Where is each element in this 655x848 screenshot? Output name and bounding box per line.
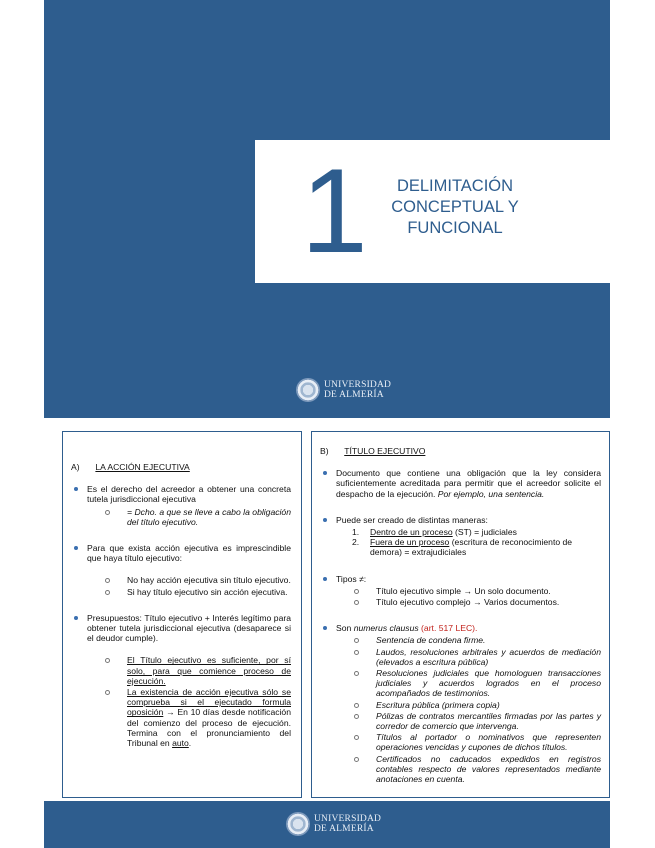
numbered-item	[336, 527, 601, 537]
section-a-letter: A)	[71, 462, 80, 472]
sub-item-underlined: La existencia de acción ejecutiva sólo se comprueba si el ejecutado formula oposición	[127, 687, 291, 718]
list-item	[320, 574, 601, 608]
section-a-list	[71, 484, 291, 748]
bullet-text: Tipos ≠:	[336, 573, 367, 584]
chapter-title-line-2: CONCEPTUAL Y	[391, 198, 519, 216]
title-card	[255, 140, 610, 283]
university-seal-icon	[296, 378, 320, 402]
section-a-heading	[71, 462, 291, 472]
sub-item: No hay acción ejecutiva sin título ejecutivo.	[97, 575, 291, 585]
sub-item: Escritura pública (primera copia)	[346, 700, 601, 710]
sub-item: Títulos al portador o nominativos que representen operaciones vencidas y cupones de dichos títulos.	[346, 732, 601, 752]
logo-line-2: DE ALMERÍA	[324, 390, 384, 400]
logo-line-1: UNIVERSIDAD	[314, 814, 382, 824]
sub-item: Título ejecutivo complejo → Varios documentos.	[346, 597, 601, 607]
sub-item: = Dcho. a que se lleve a cabo la obligación del título ejecutivo.	[97, 507, 291, 527]
bullet-text: Presupuestos: Título ejecutivo + Interés legítimo para obtener tutela jurisdiccional ejecutiva (desaparece si el deudor cumple).	[87, 612, 291, 644]
sub-item: Sentencia de condena firme.	[346, 635, 601, 645]
bullet-text: Puede ser creado de distintas maneras:	[336, 514, 488, 525]
bullet-text: Es el derecho del acreedor a obtener una concreta tutela jurisdiccional ejecutiva	[87, 484, 291, 505]
bullet-italic: numerus clausus	[353, 623, 419, 634]
sub-item-end: .	[188, 738, 192, 749]
list-item	[71, 484, 291, 527]
section-a-title: LA ACCIÓN EJECUTIVA	[95, 462, 190, 472]
section-b-title: TÍTULO EJECUTIVO	[344, 446, 426, 456]
sub-item: Título ejecutivo simple → Un solo documento.	[346, 586, 601, 596]
bullet-italic: Por ejemplo, una sentencia.	[437, 488, 545, 499]
list-item	[71, 543, 291, 597]
section-b-box	[311, 431, 610, 798]
item-rest: (ST) = judiciales	[452, 527, 517, 538]
university-logo-top	[296, 378, 391, 402]
logo-line-1: UNIVERSIDAD	[324, 380, 392, 390]
section-b-list	[320, 468, 601, 784]
list-item	[320, 623, 601, 784]
list-item	[71, 613, 291, 748]
item-underlined: Fuera de un proceso	[370, 537, 450, 548]
numbered-item	[336, 537, 601, 557]
sub-item: Si hay título ejecutivo sin acción ejecutiva.	[97, 587, 291, 597]
logo-line-2: DE ALMERÍA	[314, 824, 374, 834]
chapter-title-line-1: DELIMITACIÓN	[396, 177, 514, 195]
sub-item: Laudos, resoluciones arbitrales y acuerdos de mediación (elevados a escritura pública)	[346, 647, 601, 667]
university-seal-icon	[286, 812, 310, 836]
sub-item: Resoluciones judiciales que homologuen transacciones judiciales y acuerdos logrados en el proceso acompañados de testimonios.	[346, 668, 601, 699]
bullet-text: Documento que contiene una obligación que la ley considera suficientemente acreditada para permitir que el acreedor solicite el despacho de la ejecución.	[336, 468, 601, 499]
list-item	[320, 515, 601, 558]
sub-item	[97, 687, 291, 748]
section-b-heading	[320, 446, 601, 456]
section-a-box	[62, 431, 302, 798]
item-rest: (escritura de reconocimiento de demora) = extrajudiciales	[370, 537, 573, 558]
article-reference: (art. 517 LEC).	[421, 623, 478, 634]
section-b-letter: B)	[320, 446, 329, 456]
chapter-title	[375, 176, 535, 239]
list-item	[320, 468, 601, 499]
chapter-title-line-3: FUNCIONAL	[407, 219, 503, 237]
item-number: 1.	[352, 527, 360, 538]
sub-item: Certificados no caducados expedidos en registros contables respecto de valores representados mediante anotaciones en cuenta.	[346, 754, 601, 785]
auto-link[interactable]: auto	[172, 738, 189, 749]
sub-item: El Título ejecutivo es suficiente, por sí solo, para que comience proceso de ejecución.	[97, 655, 291, 686]
item-number: 2.	[352, 537, 360, 548]
bullet-text: Son	[336, 623, 354, 634]
sub-item-rest: → En 10 días desde notificación del comienzo del proceso de ejecución. Termina con el pronunciamiento del Tribunal en	[127, 707, 291, 749]
bullet-text: Para que exista acción ejecutiva es imprescindible que haya título ejecutivo:	[87, 543, 291, 564]
item-underlined: Dentro de un proceso	[370, 527, 453, 538]
titles-list	[336, 635, 601, 784]
chapter-number: 1	[301, 144, 366, 278]
sub-item: Pólizas de contratos mercantiles firmadas por las partes y corredor de comercio que intervenga.	[346, 711, 601, 731]
university-logo-bottom	[286, 812, 381, 836]
